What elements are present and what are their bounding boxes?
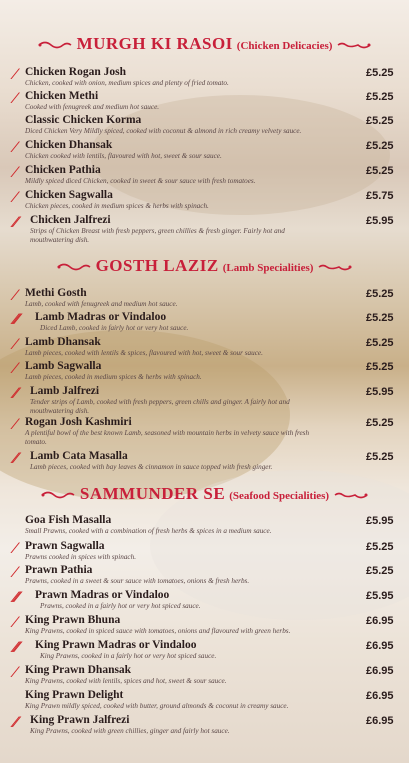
menu-item-price: £5.25 [366,140,394,152]
menu-item-description: Diced Chicken Very Mildly spiced, cooked with coconut & almond in rich creamy velvety sauce. [25,127,302,135]
chili-heat-icon: ⁄ [14,417,16,433]
menu-item-price: £5.95 [366,215,394,227]
menu-item-price: £6.95 [366,640,394,652]
section-heading: SAMMUNDER SE [79,484,226,503]
section-subheading: (Lamb Specialities) [222,262,314,274]
menu-item-name: Classic Chicken Korma [25,114,142,126]
menu-item-description: Lamb pieces, cooked in medium spices & herbs with spinach. [25,373,202,381]
swirl-ornament-icon [336,40,372,50]
menu-item-description: King Prawns, cooked in spiced sauce with tomatoes, onions and flavoured with green herbs. [25,627,291,635]
menu-item-name: Chicken Sagwalla [25,189,113,201]
swirl-ornament-icon [37,40,73,50]
swirl-ornament-icon [40,490,76,500]
menu-item-description: Mildly spiced diced Chicken, cooked in sweet & sour sauce with fresh tomatoes. [25,177,256,185]
section-title-lamb [0,256,409,276]
menu-item-description: Lamb pieces, cooked with lentils & spices, flavoured with hot, sweet & sour sauce. [25,349,263,357]
menu-item-name: Lamb Sagwalla [25,360,102,372]
menu-item-description: Lamb pieces, cooked with bay leaves & cinnamon in sauce topped with fresh ginger. [30,463,273,471]
menu-item-price: £5.25 [366,165,394,177]
menu-item-description: Tender strips of Lamb, cooked with fresh peppers, green chills and ginger. A fairly hot and mouthwatering dish. [30,398,290,415]
menu-item-description: King Prawns, cooked in a fairly hot or very hot spiced sauce. [40,652,217,660]
menu-item-price: £5.95 [366,386,394,398]
menu-item-description: Chicken cooked with lentils, flavoured with hot, sweet & sour sauce. [25,152,222,160]
menu-item-name: Prawn Madras or Vindaloo [35,589,170,601]
menu-item-description: A plentiful bowl of the best known Lamb, seasoned with mountain herbs in velvety sauce with fresh tomato. [25,429,310,446]
chili-heat-icon: ⁄⁄⁄ [14,312,19,328]
menu-item-name: King Prawn Bhuna [25,614,121,626]
chili-heat-icon: ⁄ [14,665,16,681]
menu-item-description: King Prawns, cooked with green chillies, ginger and fairly hot sauce. [30,727,230,735]
menu-item-name: Lamb Dhansak [25,336,101,348]
chili-heat-icon: ⁄⁄⁄ [14,640,19,656]
swirl-ornament-icon [333,490,369,500]
menu-item-name: King Prawn Dhansak [25,664,132,676]
menu-item-name: Methi Gosth [25,287,87,299]
chili-heat-icon: ⁄⁄⁄ [14,590,19,606]
menu-item-price: £5.95 [366,590,394,602]
menu-item-description: Prawns cooked in spices with spinach. [25,553,136,561]
menu-item-name: Chicken Jalfrezi [30,214,111,226]
swirl-ornament-icon [317,262,353,272]
menu-item-name: Lamb Jalfrezi [30,385,100,397]
menu-item-description: King Prawns, cooked with lentils, spices and hot, sweet & sour sauce. [25,677,227,685]
menu-item-description: Prawns, cooked in a sweet & sour sauce with tomatoes, onions & fresh herbs. [25,577,250,585]
menu-item-price: £6.95 [366,715,394,727]
chili-heat-icon: ⁄ [14,140,16,156]
menu-item-price: £5.25 [366,288,394,300]
menu-item-price: £5.25 [366,451,394,463]
menu-item-name: Chicken Pathia [25,164,101,176]
chili-heat-icon: ⁄ [14,165,16,181]
menu-item-description: Cooked with fenugreek and medium hot sauce. [25,103,160,111]
section-heading: MURGH KI RASOI [76,34,233,53]
menu-item-name: Chicken Dhansak [25,139,113,151]
chili-heat-icon: ⁄ [14,91,16,107]
chili-heat-icon: ⁄⁄ [14,215,17,231]
chili-heat-icon: ⁄⁄ [14,451,17,467]
swirl-ornament-icon [56,262,92,272]
chili-heat-icon: ⁄ [14,541,16,557]
chili-heat-icon: ⁄ [14,288,16,304]
menu-item-price: £5.25 [366,361,394,373]
menu-item-name: Prawn Pathia [25,564,93,576]
chili-heat-icon: ⁄ [14,190,16,206]
menu-item-description: Chicken pieces, cooked in medium spices & herbs with spinach. [25,202,209,210]
menu-item-price: £5.25 [366,337,394,349]
menu-item-name: Chicken Methi [25,90,99,102]
section-heading: GOSTH LAZIZ [95,256,219,275]
chili-heat-icon: ⁄ [14,615,16,631]
menu-item-description: Chicken, cooked with onion, medium spices and plenty of fried tomato. [25,79,229,87]
menu-item-name: Lamb Cata Masalla [30,450,128,462]
menu-item-name: King Prawn Madras or Vindaloo [35,639,197,651]
menu-item-name: Chicken Rogan Josh [25,66,126,78]
chili-heat-icon: ⁄ [14,337,16,353]
menu-item-name: King Prawn Delight [25,689,124,701]
menu-item-price: £5.25 [366,115,394,127]
menu-item-price: £6.95 [366,690,394,702]
section-title-seafood [0,484,409,504]
section-title-chicken [0,34,409,54]
menu-item-price: £5.25 [366,541,394,553]
chili-heat-icon: ⁄ [14,361,16,377]
menu-item-price: £5.25 [366,67,394,79]
chili-heat-icon: ⁄⁄ [14,386,17,402]
menu-item-price: £5.25 [366,91,394,103]
menu-item-price: £6.95 [366,615,394,627]
menu-item-description: Small Prawns, cooked with a combination of fresh herbs & spices in a medium sauce. [25,527,272,535]
menu-item-name: Rogan Josh Kashmiri [25,416,132,428]
chili-heat-icon: ⁄ [14,565,16,581]
chili-heat-icon: ⁄ [14,67,16,83]
menu-item-name: Goa Fish Masalla [25,514,112,526]
menu-item-name: Prawn Sagwalla [25,540,105,552]
menu-item-price: £5.95 [366,515,394,527]
section-subheading: (Seafood Specialities) [229,490,330,502]
menu-item-price: £5.25 [366,417,394,429]
menu-item-description: King Prawn mildly spiced, cooked with butter, ground almonds & coconut in creamy sauce. [25,702,289,710]
section-subheading: (Chicken Delicacies) [236,40,333,52]
menu-item-name: Lamb Madras or Vindaloo [35,311,167,323]
menu-item-description: Strips of Chicken Breast with fresh peppers, green chillies & fresh ginger. Fairly hot and mouthwatering dish. [30,227,285,244]
menu-item-description: Diced Lamb, cooked in fairly hot or very hot sauce. [40,324,189,332]
menu-item-description: Prawns, cooked in a fairly hot or very hot spiced sauce. [40,602,201,610]
menu-item-price: £5.75 [366,190,394,202]
menu-item-price: £5.25 [366,565,394,577]
menu-item-name: King Prawn Jalfrezi [30,714,130,726]
menu-item-description: Lamb, cooked with fenugreek and medium hot sauce. [25,300,178,308]
menu-item-price: £6.95 [366,665,394,677]
menu-item-price: £5.25 [366,312,394,324]
chili-heat-icon: ⁄⁄ [14,715,17,731]
